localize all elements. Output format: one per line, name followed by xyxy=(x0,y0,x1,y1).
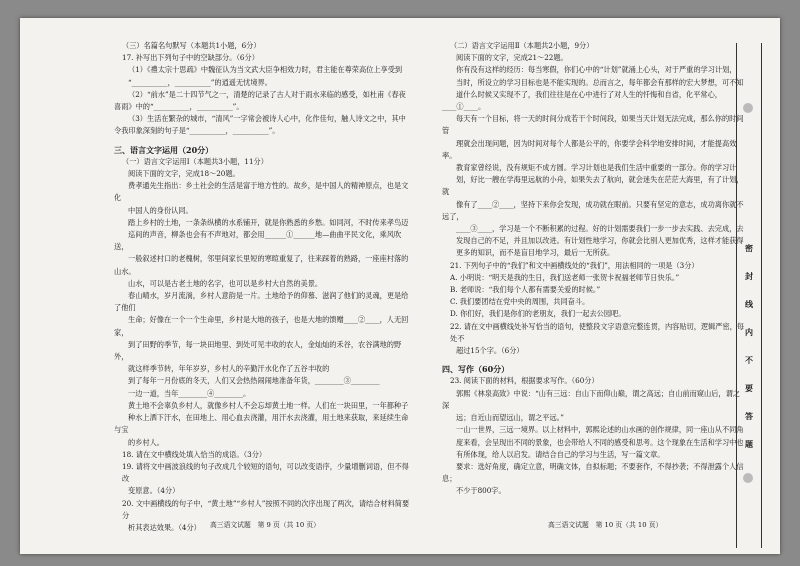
left-page-line: 析其表达效果。（4分） xyxy=(128,522,201,532)
right-page-line: ____③____，学习是一个不断积累的过程。好的计划需要我们一步一步去实践、去完成，去 xyxy=(456,224,744,234)
right-page-line: 一山一世界，三远一境界。以上材料中，郭熙论述的山水画的创作规律，同一座山从不同角 xyxy=(456,425,744,435)
right-page-line: 你有没有这样的经历：每当寒假，你们心中的“计划”就涌上心头，对于严重的学习计划， xyxy=(456,65,737,75)
right-page-line: 不少于800字。 xyxy=(456,486,506,496)
right-page-line: 超过15个字。（6分） xyxy=(456,346,524,356)
right-page-line: 像有了____②____，坚持下来你会发现，成功就在眼前。只要有坚定的意志，成功离你就不远了， xyxy=(442,199,744,221)
left-page-line: 就这样季节转，年年岁岁，乡村人的辛勤汗水化作了五谷丰收的 xyxy=(128,364,330,374)
left-page-line: 的乡村人。 xyxy=(128,437,164,447)
right-page-line: 发现自己的不足，并且加以改进。有计划性地学习，你就会比别人更加优秀，这样才能获得 xyxy=(456,236,744,246)
right-page-line: D. 你们好，我们是你们的老朋友，我们一起去公园吧。 xyxy=(450,309,626,319)
left-page-line: 三、语言文字运用（20分） xyxy=(114,144,214,155)
right-page-line: A. 小明说：“明天是我的生日，我们送老师一张贺卡祝福老师节日快乐。” xyxy=(450,272,680,282)
left-page-line: （2）“前水”是二十四节气之一，清楚的记录了古人对于雨水来临的感受，如杜甫《春夜喜雨》中的“__________，__________”。 xyxy=(114,89,406,112)
binding-label: 内 xyxy=(745,327,753,337)
binding-label: 题 xyxy=(745,439,753,449)
left-page-line: 到了每年一月份底的冬天，人们又会热热闹闹地准备年货，________③________ xyxy=(128,376,380,386)
left-page-line: （一）语言文字运用Ⅰ（本题共3小题，11分） xyxy=(122,156,268,166)
binding-label: 密 xyxy=(745,243,753,253)
left-page-line: 18. 请在文中横线处填入恰当的成语。（3分） xyxy=(122,449,267,459)
left-page-line: 阅读下面的文字，完成18～20题。 xyxy=(128,169,240,179)
left-page-line: 生命；好像在一个一个生命里，乡村是大地的孩子，也是大地的馈赠____②____，人无回家， xyxy=(114,315,409,337)
left-page-line: 黄土地不会辜负乡村人，就像乡村人不会忘却黄土地一样。人们在一块田里，一年都种子 xyxy=(128,400,409,410)
binding-margin xyxy=(736,43,762,548)
right-page-line: 度来看，会呈现出不同的景象，也会带给人不同的感受和思考。这个现象在生活和学习中也 xyxy=(456,437,744,447)
left-page-line: “__________，__________”的逍遥无忧境界。 xyxy=(128,77,272,87)
right-page-line: 划，好比一艘在学海里远航的小舟，如果失去了航向，就会迷失在茫茫大海里，有了计划，就 xyxy=(442,175,744,197)
binding-label: 不 xyxy=(745,355,753,365)
left-page xyxy=(114,40,410,534)
left-page-line: 到了田野的季节，每一块田地里、到处可见丰收的农人，金灿灿的禾谷，农谷满地的野外， xyxy=(114,339,402,362)
right-page-line: 郭熙《林泉高致》中说：“山有三远：自山下而仰山巅，谓之高远；自山前而窥山后，谓之深 xyxy=(442,388,740,410)
left-page-line: 踏上乡村的土地，一条条纵横的水系铺开，就是你熟悉的乡愁。如同河，不时传来孝鸟迈 xyxy=(128,217,409,227)
left-page-line: 一边一道，当年________④________。 xyxy=(128,388,251,398)
left-page-line: 种水上洒下汗水，在田地上、用心血去浇灌，用汗水去浇灌，用土地来获取，来延续生命与宝 xyxy=(114,413,409,435)
left-page-line: （3）生活在繁杂的城市，“清风”一字常会被诗人心中，化作佳句，触人诗文之中，其中令我印象深刻的句子是“__________，__________”。 xyxy=(114,114,406,136)
right-page-line: 四、写作（60分） xyxy=(442,364,510,375)
right-page-line: 教育家曾经说，没有规矩不成方圆。学习计划也是我们生活中重要的一部分。你的学习计 xyxy=(456,163,737,173)
right-page-line: 每天有一个目标，将一天的时间分成若干个时间段，如果当天计划无法完成，那么你的时间管 xyxy=(442,114,744,136)
left-page-line: 变原意。（4分） xyxy=(128,486,180,496)
left-page-line: 一般叙述村口的老槐树，邻里间家长里短的寒暄重复了，往来踩着的熟路，一座座村落的山水。 xyxy=(114,254,409,276)
binding-label: 封 xyxy=(745,271,753,281)
left-page-footer: 高三语文试题 第 9 页（共 10 页） xyxy=(210,521,320,529)
left-page-line: 春山晴水，岁月流淌，乡村人意韵是一片。土地给予的仰慕、滋润了他们的灵魂，更是给了他们 xyxy=(114,291,409,313)
right-page-line: 23. 阅读下面的材料，根据要求写作。（60分） xyxy=(450,376,599,386)
left-page-line: 20. 文中画横线的句子中，“黄土地”“乡村人”按照不同的次序出现了两次，请结合材料简要分 xyxy=(122,498,410,520)
right-page-line: 有所体现，给人以启发。请结合自己的学习与生活，写一篇文章。 xyxy=(456,449,665,459)
binding-hole xyxy=(743,103,753,113)
right-page-line: 更多的知识，而不是盲目地学习，最后一无所获。 xyxy=(456,248,615,258)
right-page-footer: 高三语文试题 第 10 页（共 10 页） xyxy=(548,521,663,529)
right-page-line: 当时，所设立的学习目标也是不能实现的。总而言之，每年都会有那样的宏大梦想，可不知 xyxy=(456,77,744,87)
left-page-line: （三）名篇名句默写（本题共1小题，6分） xyxy=(122,41,261,50)
binding-label: 要 xyxy=(745,383,753,393)
left-page-line: 19. 请将文中画波浪线的句子改成几个较短的语句，可以改变语序，少量增删词语，但不得改 xyxy=(122,461,409,484)
left-page-line: 中国人的身份认同。 xyxy=(128,205,193,215)
right-page-line: （二）语言文字运用Ⅱ（本题共2小题，9分） xyxy=(450,41,594,50)
right-page xyxy=(442,40,746,498)
binding-hole xyxy=(743,473,753,483)
left-page-line: 巡间的声音，柳条也会有不声地对，都会用______①______地—曲曲平民文化，乘风吹送， xyxy=(114,230,402,252)
right-page-line: 阅读下面的文字，完成21～22题。 xyxy=(456,53,568,63)
left-page-line: （1）《禮太宗十思疏》中魏征认为当文武大臣争相效力时，君主能在尊荣高位上享受到 xyxy=(128,65,403,75)
right-page-line: 道什么时候又实现不了，我们往往是在心中进行了对人生的忏悔和自省，化平常心，____①____。 xyxy=(442,89,722,112)
binding-label: 答 xyxy=(745,411,753,421)
right-page-line: 要求：选好角度，确定立意，明确文体，自拟标题；不要套作，不得抄袭；不得泄露个人信息； xyxy=(442,461,744,484)
binding-label: 线 xyxy=(745,299,753,309)
right-page-line: C. 我们要团结在党中央的周围，共同奋斗。 xyxy=(450,297,590,307)
right-page-line: B. 老师说：“我们每个人都有需要关爱的时候。” xyxy=(450,285,601,295)
left-page-line: 山水，可以是古老土地的名字，也可以是乡村大自然的美景。 xyxy=(128,278,323,288)
right-page-line: 理就会出现问题，因为时间对每个人都是公平的，你要学会科学地安排时间，才能提高效率。 xyxy=(442,138,737,160)
right-page-line: 远；自近山而望远山，谓之平远。” xyxy=(456,413,564,423)
left-page-line: 17. 补写出下列句子中的空缺部分。（6分） xyxy=(122,53,259,63)
exam-sheet xyxy=(20,18,780,554)
right-page-line: 22. 请在文中画横线处补写恰当的语句，使整段文字语意完整连贯，内容贴切，逻辑严密，每处不 xyxy=(450,321,745,343)
left-page-line: 费孝通先生指出：乡土社会的生活是富于地方性的。故乡，是中国人的精神原点，也是文化 xyxy=(114,181,409,203)
right-page-line: 21. 下列句子中的“我们”和文中画横线处的“我们”，用法相同的一项是（3分） xyxy=(450,260,699,270)
